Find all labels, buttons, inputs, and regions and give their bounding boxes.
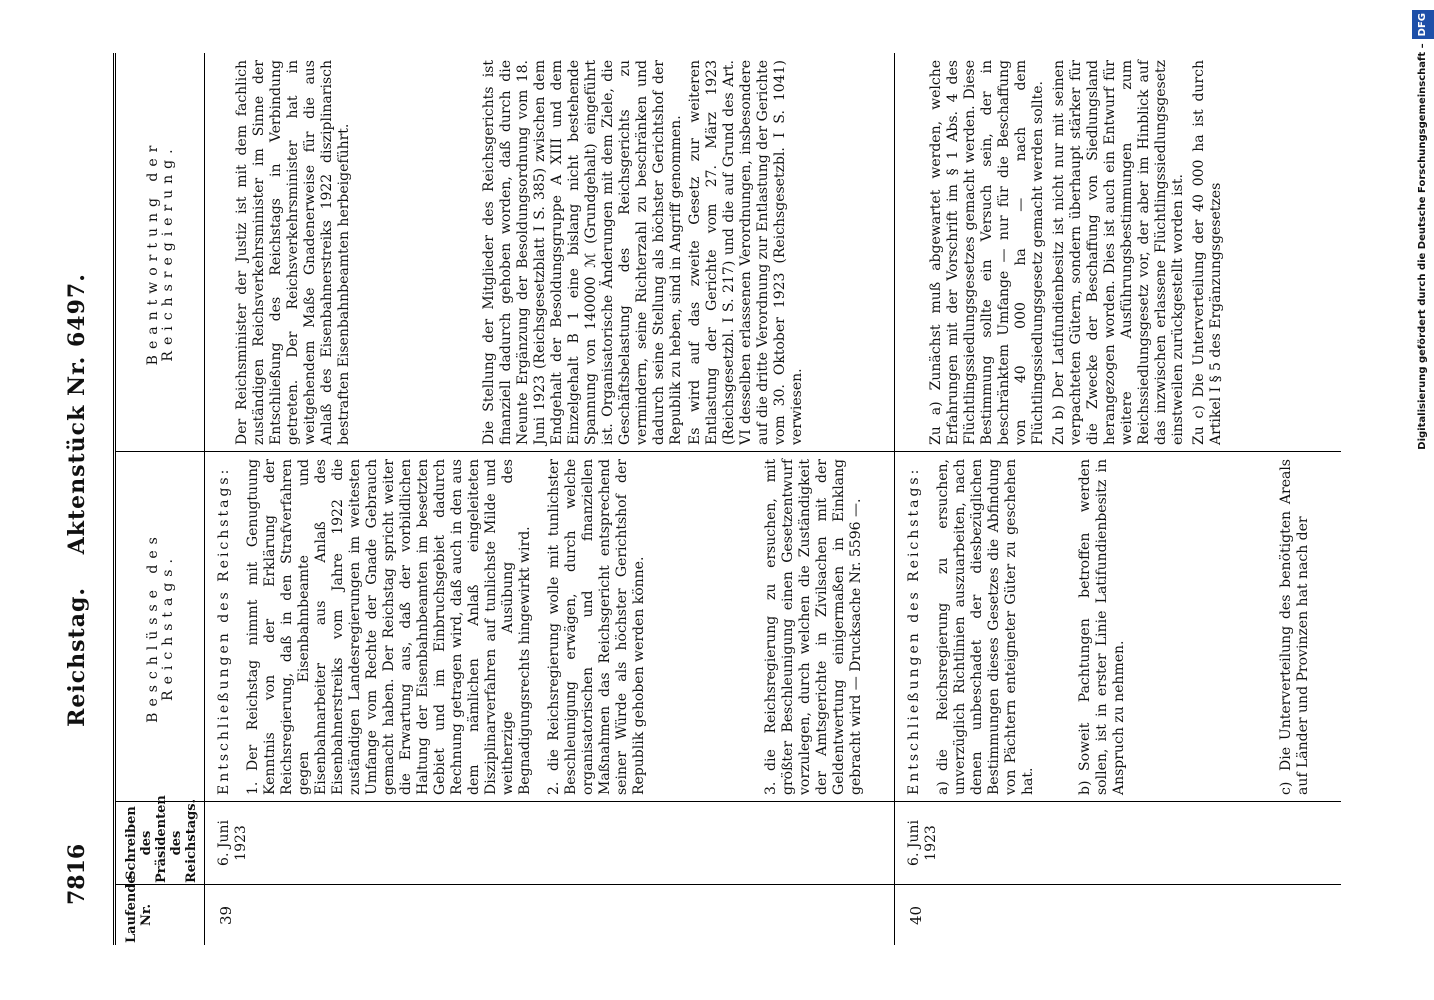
header-row-rule <box>204 53 205 945</box>
item-text: die Reichsregierung zu ersuchen, unverzüglich Richtlinien auszuarbeiten, nach denen unbeschadet der diesbezüglichen Bestimmungen dieses Gesetzes die Abfindung von Pächtern enteigneter Güter zu geschehen hat. <box>935 459 1036 795</box>
page-number: 7816 <box>64 843 90 905</box>
row-date: 6. Juni 1923 <box>216 820 249 866</box>
row-number: 40 <box>907 905 925 925</box>
credit-text: Digitalisierung gefördert durch die Deutsche Forschungsgemeinschaft – <box>1417 43 1428 450</box>
column-divider <box>116 884 1341 885</box>
section-heading: Entschließungen des Reichstags: <box>906 466 922 795</box>
answer-text: Der Reichsminister der Justiz ist mit dem fachlich zuständigen Reichsverkehrsminister im Sinne der Entschließung des Reichstags in Verbindung getreten. Der Reichsverkehrsminister hat in weitgehendem Maße Gnadenerweise für die aus Anlaß des Eisenbahnerstreiks 1922 disziplinarisch bestraften Eisenbahnbeamten herbeigeführt. <box>234 60 352 445</box>
answer-text: Zu b) Der Latifundienbesitz ist nicht nur mit seinen verpachteten Gütern, sondern überhaupt stärker für die Zwecke der Beschaffung von Siedlungsland herangezogen worden. Dies ist auch ein Entwurf für weitere Ausführungsbestimmungen zum Reichssiedlungsgesetz vor, der aber im Hinblick auf das inzwischen erlassene Flüchtlingssiedlungsgesetz einstweilen zurückgestellt worden ist. <box>1051 60 1186 445</box>
item-text: die Reichsregierung zu ersuchen, mit größter Beschleunigung einen Gesetzentwurf vorzulegen, durch welchen die Zuständigkeit der Amtsgerichte in Zivilsachen mit der Geldentwertung einigermaßen in Einklang gebracht wird — Drucksache Nr. 5596 —. <box>763 459 864 795</box>
resolutions-table <box>113 53 1341 945</box>
item-text: die Reichsregierung wolle mit tunlichster Beschleunigung erwägen, durch welche organisatorischen und finanziellen Maßnahmen das Reichsgericht entsprechend seiner Würde als höchster Gerichtshof der Republik gehoben werden könne. <box>546 459 647 795</box>
answer-text: Die Stellung der Mitglieder des Reichsgerichts ist finanziell dadurch gehoben worden, daß durch die Neunte Ergänzung der Besoldungsordnung vom 18. Juni 1923 (Reichsgesetzblatt I S. 385) zwischen dem Endgehalt der Besoldungsgruppe A XIII und dem Einzelgehalt B 1 eine bislang nicht bestehende Spannung von 140000 ℳ (Grundgehalt) eingeführt ist. Organisatorische Änderungen mit dem Ziele, die Geschäftsbelastung des Reichsgerichts zu vermindern, seine Richterzahl zu beschränken und dadurch seine Stellung als höchster Gerichtshof der Republik zu heben, sind in Angriff genommen. <box>481 60 684 445</box>
title-aktenstueck: Aktenstück Nr. 6497. <box>64 273 90 555</box>
item-label: 2. <box>546 781 562 795</box>
page-title <box>64 40 90 960</box>
answer-text: Zu a) Zunächst muß abgewartet werden, welche Erfahrungen mit der Vorschrift im § 1 Abs. 4 des Flüchtlingssiedlungsgesetzes gemacht werden. Diese Bestimmung sollte ein Versuch sein, der in beschränktem Umfange — nur für die Beschaffung von 40 000 ha — nach dem Flüchtlingssiedlungsgesetz gemacht werden sollte. <box>928 60 1046 445</box>
item-label: c) <box>1278 781 1294 795</box>
column-divider <box>116 451 1341 452</box>
digitization-credit <box>1412 10 1434 990</box>
column-header-number: Laufende Nr. <box>124 875 154 943</box>
row-resolutions <box>906 459 1312 795</box>
answer-text: Zu c) Die Unterverteilung der 40 000 ha ist durch Artikel I § 5 des Ergänzungsgesetzes <box>1191 60 1224 445</box>
column-header-letter: Schreiben des Präsidenten des Reichstags. <box>124 795 199 883</box>
item-text: Der Reichstag nimmt mit Genugtuung Kenntnis von der Erklärung der Reichsregierung, daß in den Strafverfahren gegen Eisenbahnbeamte und Eisenbahnarbeiter aus Anlaß des Eisenbahnerstreiks vom Jahre 1922 die zuständigen Landesregierungen im weitesten Umfange vom Rechte der Gnade Gebrauch gemacht haben. Der Reichstag spricht weiter die Erwartung aus, daß der vorbildlichen Haltung der Eisenbahnbeamten im besetzten Gebiet und im Einbruchsgebiet dadurch Rechnung getragen wird, daß auch in den aus dem nämlichen Anlaß eingeleiteten Disziplinarverfahren auf tunlichste Milde und weitherzige Ausübung des Begnadigungsrechts hingewirkt wird. <box>245 459 533 795</box>
resolution-item <box>1077 459 1128 795</box>
dfg-logo: DFG <box>1412 10 1434 39</box>
resolution-item <box>763 459 865 795</box>
column-divider <box>116 801 1341 802</box>
row-separator <box>894 53 895 945</box>
page-header <box>64 40 104 960</box>
item-label: b) <box>1077 780 1093 795</box>
item-label: a) <box>935 781 951 795</box>
title-reichstag: Reichstag. <box>64 587 90 727</box>
row-date: 6. Juni 1923 <box>906 820 939 866</box>
row-answers <box>216 60 806 445</box>
row-answers <box>906 60 1225 445</box>
row-number: 39 <box>217 905 235 925</box>
item-label: 1. <box>245 781 261 795</box>
credit-text-wrapper <box>1412 10 1434 990</box>
answer-text: Es wird auf das zweite Gesetz zur weiteren Entlastung der Gerichte vom 27. März 1923 (Reichsgesetzbl. I S. 217) und die auf Grund des Art. VI desselben erlassenen Verordnungen, insbesondere auf die dritte Verordnung zur Entlastung der Gerichte vom 30. Oktober 1923 (Reichsgesetzbl. I S. 1041) verwiesen. <box>687 60 805 445</box>
column-header-answers: Beantwortung der Reichsregierung. <box>145 139 176 366</box>
resolution-item <box>1278 459 1312 795</box>
section-heading: Entschließungen des Reichstags: <box>216 466 232 795</box>
item-label: 3. <box>763 781 779 795</box>
resolution-item <box>245 459 534 795</box>
item-text: Soweit Pachtungen betroffen werden sollen, ist in erster Linie Latifundienbesitz in Anspruch zu nehmen. <box>1077 459 1127 795</box>
resolution-item <box>935 459 1037 795</box>
resolution-item <box>546 459 648 795</box>
item-text: Die Unterverteilung des benötigten Areals auf Länder und Provinzen hat nach der <box>1278 459 1311 795</box>
column-header-resolutions: Beschlüsse des Reichstags. <box>145 531 176 723</box>
row-resolutions <box>216 459 865 795</box>
